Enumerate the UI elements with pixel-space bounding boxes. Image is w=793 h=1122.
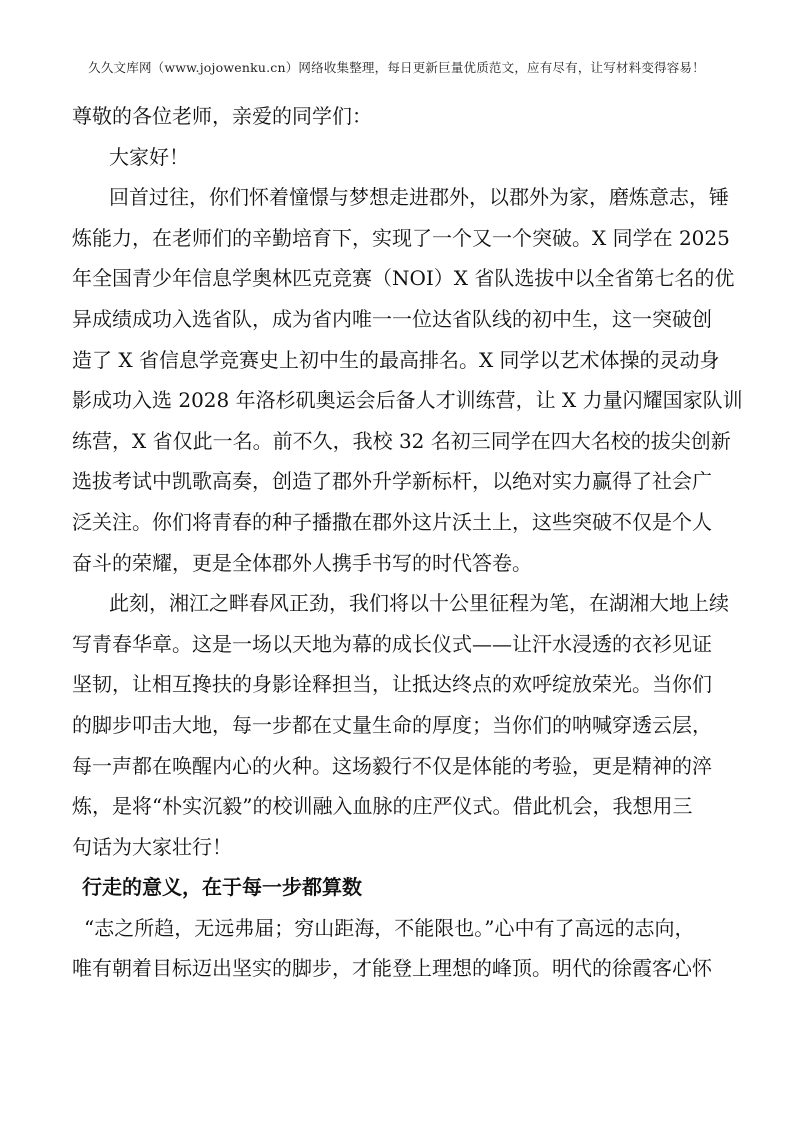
- salutation: 尊敬的各位老师，亲爱的同学们：: [72, 104, 372, 128]
- paragraph-line: 每一声都在唤醒内心的火种。这场毅行不仅是体能的考验，更是精神的淬: [72, 753, 712, 778]
- paragraph-line: 影成功入选 2028 年洛杉矶奥运会后备人才训练营，让 X 力量闪耀国家队训: [72, 388, 743, 413]
- paragraph-line: 造了 X 省信息学竞赛史上初中生的最高排名。X 同学以艺术体操的灵动身: [72, 347, 720, 372]
- paragraph-line: 坚韧，让相互搀扶的身影诠释担当，让抵达终点的欢呼绽放荣光。当你们: [72, 672, 712, 697]
- paragraph-line: 的脚步叩击大地，每一步都在丈量生命的厚度；当你们的呐喊穿透云层，: [72, 712, 712, 737]
- greeting: 大家好！: [109, 144, 189, 169]
- paragraph-line: 此刻，湘江之畔春风正劲，我们将以十公里征程为笔，在湖湘大地上续: [109, 591, 729, 616]
- paragraph-line: 写青春华章。这是一场以天地为幕的成长仪式——让汗水浸透的衣衫见证: [72, 631, 712, 656]
- paragraph-line: 年全国青少年信息学奥林匹克竞赛（NOI）X 省队选拔中以全省第七名的优: [72, 266, 735, 291]
- header-note: 久久文库网（www.jojowenku.cn）网络收集整理，每日更新巨量优质范文，应有尽有，让写材料变得容易！: [88, 60, 705, 75]
- paragraph-line: 奋斗的荣耀，更是全体郡外人携手书写的时代答卷。: [72, 550, 532, 575]
- section-heading: 行走的意义，在于每一步都算数: [82, 875, 362, 900]
- paragraph-line: 炼，是将“朴实沉毅”的校训融入血脉的庄严仪式。借此机会，我想用三: [72, 794, 693, 819]
- paragraph-line: 异成绩成功入选省队，成为省内唯一一位达省队线的初中生，这一突破创: [72, 306, 712, 331]
- paragraph-line: 选拔考试中凯歌高奏，创造了郡外升学新标杆，以绝对实力赢得了社会广: [72, 469, 712, 494]
- paragraph-line: 句话为大家壮行！: [72, 834, 232, 859]
- paragraph-line: “志之所趋，无远弗届；穷山距海，不能限也。”心中有了高远的志向，: [84, 915, 695, 940]
- paragraph-line: 唯有朝着目标迈出坚实的脚步，才能登上理想的峰顶。明代的徐霞客心怀: [72, 956, 712, 981]
- paragraph-line: 泛关注。你们将青春的种子播撒在郡外这片沃土上，这些突破不仅是个人: [72, 509, 712, 534]
- paragraph-line: 炼能力，在老师们的辛勤培育下，实现了一个又一个突破。X 同学在 2025: [72, 225, 730, 250]
- paragraph-line: 练营，X 省仅此一名。前不久，我校 32 名初三同学在四大名校的拔尖创新: [72, 428, 731, 453]
- document-body: [72, 96, 743, 989]
- paragraph-line: 回首过往，你们怀着憧憬与梦想走进郡外，以郡外为家，磨炼意志，锤: [109, 185, 729, 210]
